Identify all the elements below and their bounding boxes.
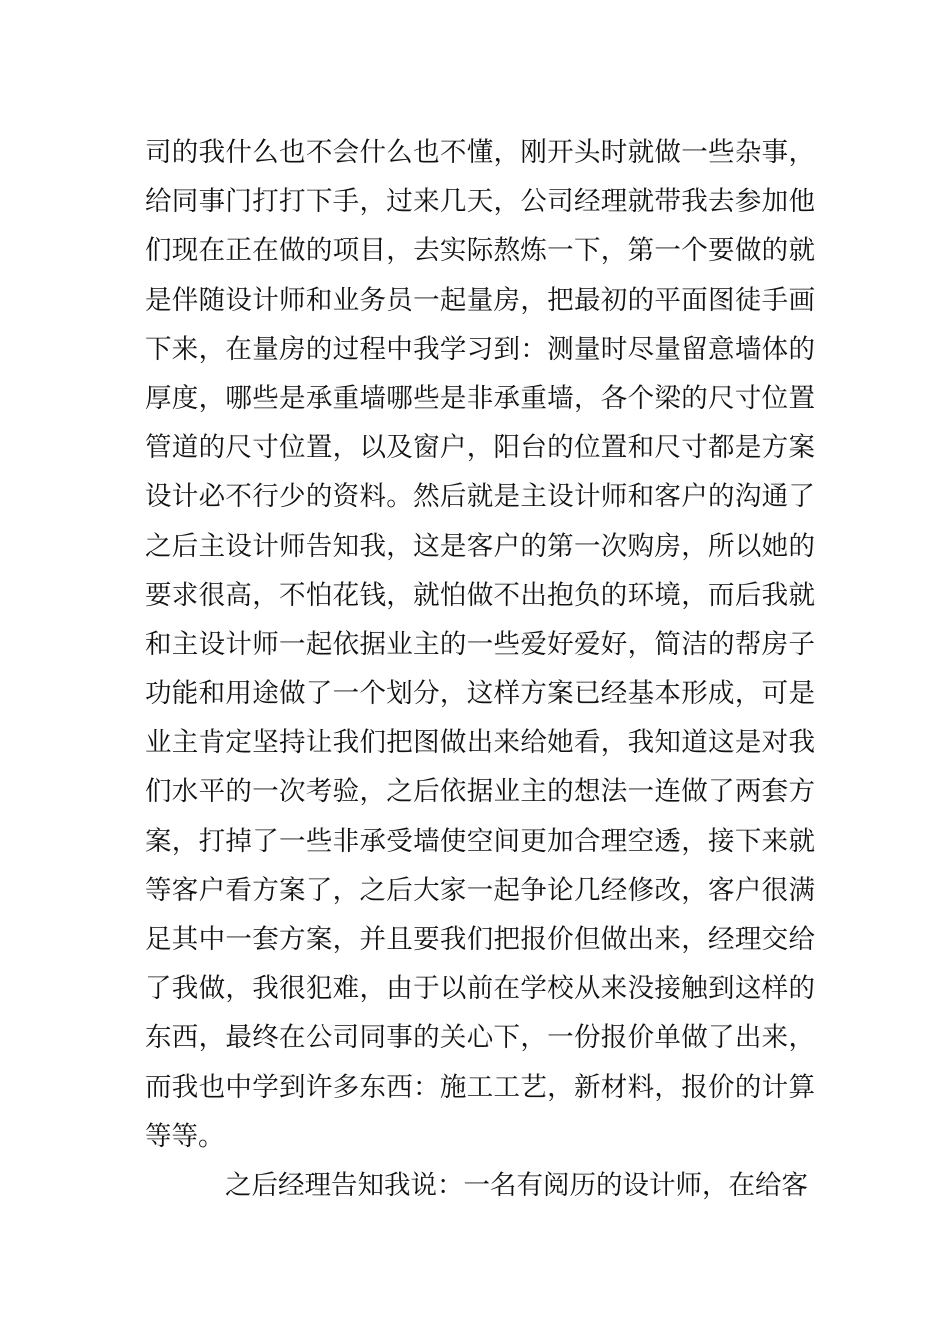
text-line: 而我也中学到许多东西：施工工艺，新材料，报价的计算: [145, 1071, 815, 1103]
text-line: 下来，在量房的过程中我学习到：测量时尽量留意墙体的: [145, 333, 815, 365]
text-line: 管道的尺寸位置，以及窗户，阳台的位置和尺寸都是方案: [145, 432, 815, 464]
text-line: 等客户看方案了，之后大家一起争论几经修改，客户很满: [145, 874, 815, 906]
text-line: 们水平的一次考验，之后依据业主的想法一连做了两套方: [145, 776, 815, 808]
text-line: 了我做，我很犯难，由于以前在学校从来没接触到这样的: [145, 973, 815, 1005]
body-text: [145, 128, 815, 1210]
text-line: 案，打掉了一些非承受墙使空间更加合理空透，接下来就: [145, 825, 815, 857]
text-line: 给同事门打打下手，过来几天，公司经理就带我去参加他: [145, 186, 815, 218]
text-line: 和主设计师一起依据业主的一些爱好爱好，简洁的帮房子: [145, 628, 815, 660]
text-line: 是伴随设计师和业务员一起量房，把最初的平面图徒手画: [145, 284, 815, 316]
text-line: 要求很高，不怕花钱，就怕做不出抱负的环境，而后我就: [145, 579, 815, 611]
text-line: 设计必不行少的资料。然后就是主设计师和客户的沟通了: [145, 481, 815, 513]
text-line: 司的我什么也不会什么也不懂，刚开头时就做一些杂事，: [145, 137, 815, 168]
text-line: 功能和用途做了一个划分，这样方案已经基本形成，可是: [145, 678, 815, 710]
text-line: 足其中一套方案，并且要我们把报价但做出来，经理交给: [145, 924, 815, 955]
text-line-indented: 之后经理告知我说：一名有阅历的设计师，在给客: [225, 1169, 808, 1201]
text-line: 东西，最终在公司同事的关心下，一份报价单做了出来，: [145, 1022, 815, 1054]
text-line: 业主肯定坚持让我们把图做出来给她看，我知道这是对我: [145, 727, 815, 759]
text-line: 们现在正在做的项目，去实际熬炼一下，第一个要做的就: [145, 235, 815, 267]
text-line: 之后主设计师告知我，这是客户的第一次购房，所以她的: [145, 530, 815, 562]
text-line: 厚度，哪些是承重墙哪些是非承重墙，各个梁的尺寸位置: [145, 382, 815, 414]
text-line: 等等。: [145, 1120, 225, 1152]
